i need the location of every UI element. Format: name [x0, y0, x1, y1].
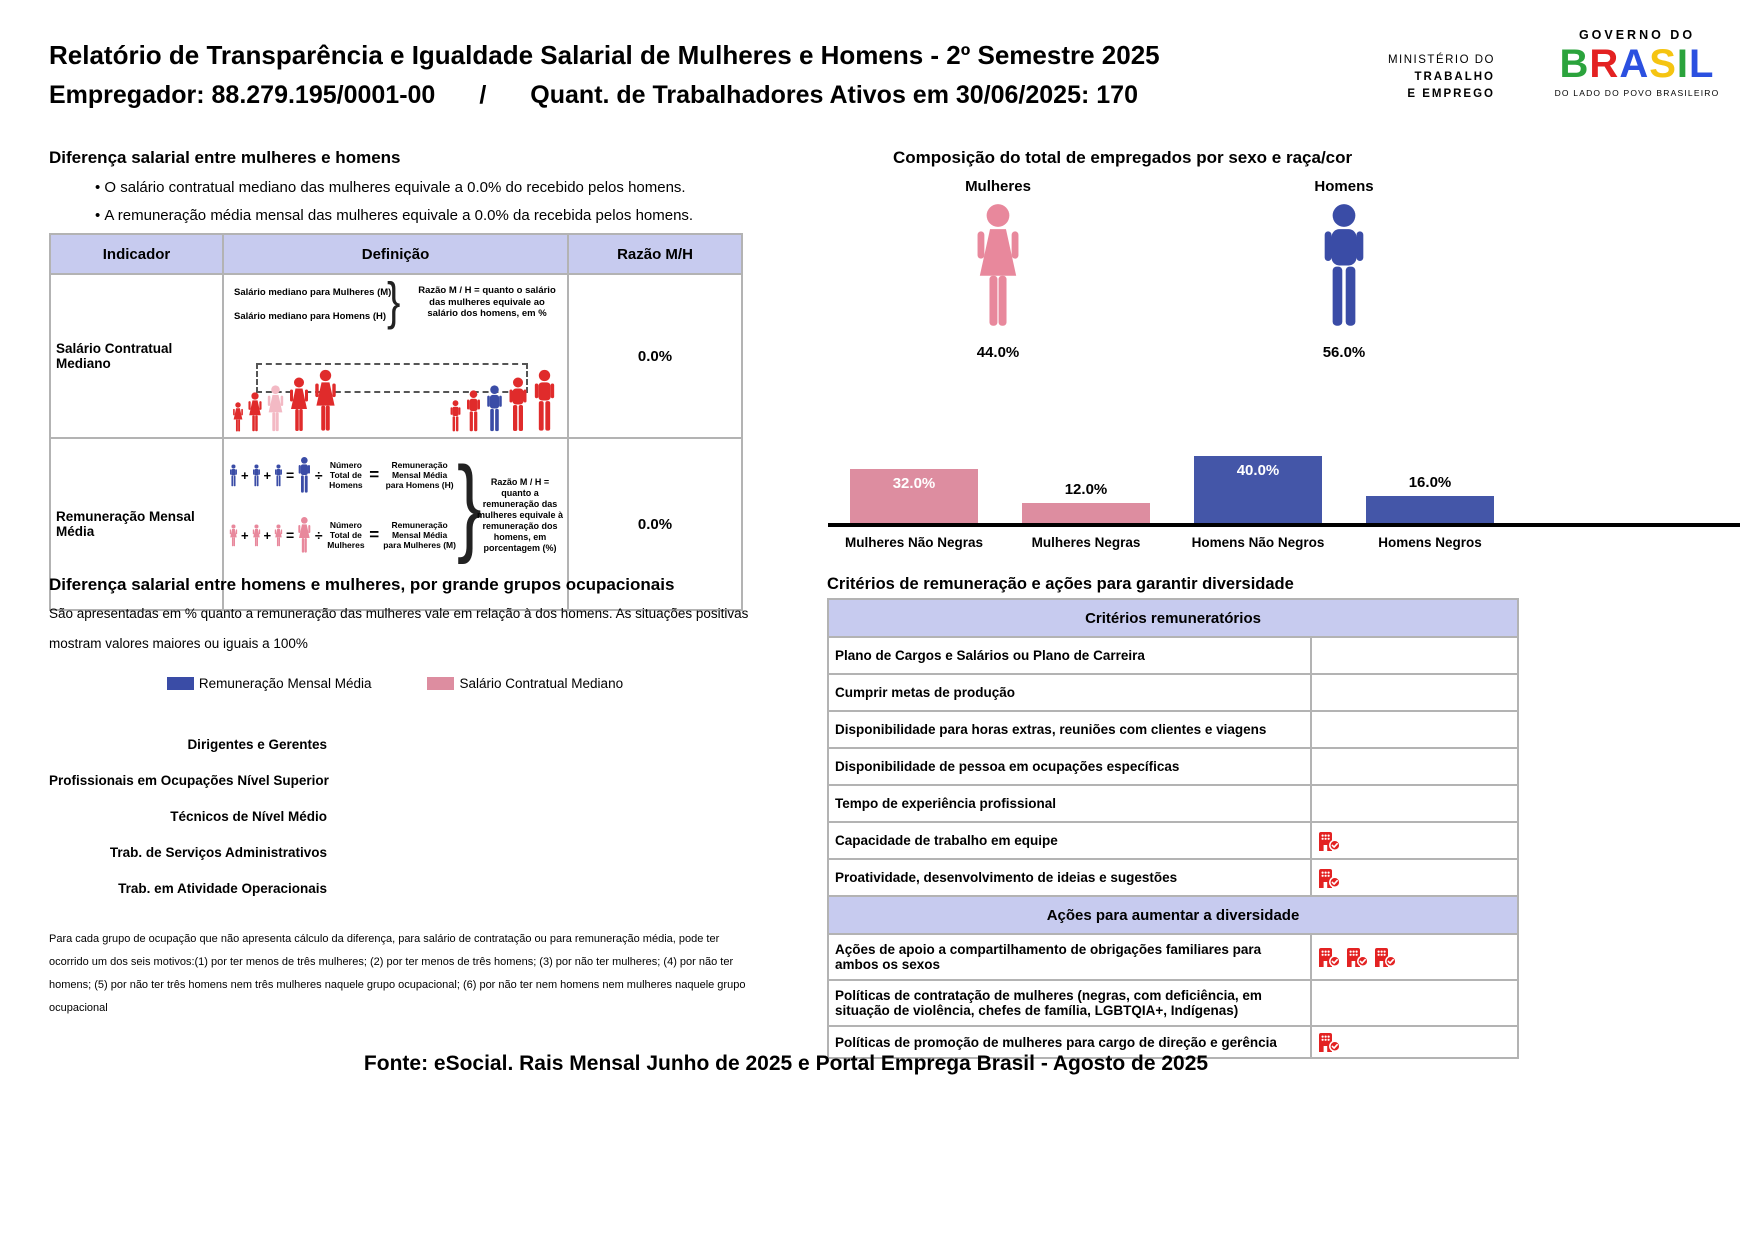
mean-ratio-value: 0.0% — [568, 438, 742, 610]
gap-col-header-razao: Razão M/H — [568, 234, 742, 274]
salary-gap-bullet-1: • O salário contratual mediano das mulheres equivale a 0.0% do recebido pelos homens. — [95, 179, 686, 196]
median-men-label: Salário mediano para Homens (H) — [234, 310, 387, 322]
men-result: Remuneração Mensal Média para Homens (H) — [385, 460, 454, 490]
table-row: Políticas de contratação de mulheres (negras, com deficiência, em situação de violência, chefes de família, LGBTQIA+, Indígenas) — [828, 980, 1518, 1026]
salary-gap-title: Diferença salarial entre mulheres e homens — [49, 148, 401, 167]
legend-swatch-blue — [167, 677, 194, 690]
criteria-table — [827, 598, 1519, 1059]
table-row: Disponibilidade de pessoa em ocupações específicas — [828, 748, 1518, 785]
table-row: Proatividade, desenvolvimento de ideias e sugestões — [828, 859, 1518, 896]
man-pictogram — [1319, 203, 1369, 328]
brace-glyph: } — [457, 444, 482, 565]
employer-id: Empregador: 88.279.195/0001-00 — [49, 81, 436, 109]
company-check-icon — [1346, 947, 1369, 967]
government-brasil-logo — [1532, 28, 1742, 98]
company-check-icon — [1318, 1032, 1341, 1052]
median-salary-diagram — [224, 275, 567, 437]
bar-mulheres-nao-negras: 32.0% Mulheres Não Negras — [850, 398, 978, 523]
table-row — [50, 274, 742, 438]
gov-logo-top-text: GOVERNO DO — [1578, 28, 1696, 42]
category-label: Trab. em Atividade Operacionais — [118, 881, 327, 896]
men-group-label: Homens — [1314, 178, 1374, 195]
table-row: Tempo de experiência profissional — [828, 785, 1518, 822]
remuneration-criteria-header: Critérios remuneratórios — [828, 599, 1518, 637]
table-row: Disponibilidade para horas extras, reuniões com clientes e viagens — [828, 711, 1518, 748]
median-ratio-value: 0.0% — [568, 274, 742, 438]
ministry-line1: MINISTÉRIO DO — [1387, 54, 1495, 66]
category-label: Profissionais em Ocupações Nível Superior — [49, 773, 329, 788]
company-check-icon — [1318, 947, 1341, 967]
occupational-desc-1: São apresentadas em % quanto a remuneração das mulheres vale em relação à dos homens. As situações positivas — [49, 606, 749, 621]
women-percentage: 44.0% — [976, 344, 1020, 361]
ministry-logo — [1330, 52, 1495, 103]
women-group-figures — [232, 369, 338, 432]
indicator-label: Salário Contratual Mediano — [50, 274, 223, 438]
company-check-icon — [1318, 868, 1341, 888]
men-percentage: 56.0% — [1322, 344, 1366, 361]
source-footer: Fonte: eSocial. Rais Mensal Junho de 2025 e Portal Emprega Brasil - Agosto de 2025 — [363, 1052, 1209, 1075]
category-label: Técnicos de Nível Médio — [170, 809, 327, 824]
men-group-figures — [449, 369, 557, 432]
salary-gap-table — [49, 233, 743, 611]
table-row: Plano de Cargos e Salários ou Plano de Carreira — [828, 637, 1518, 674]
indicator-label: Remuneração Mensal Média — [50, 438, 223, 610]
table-row: Políticas de promoção de mulheres para cargo de direção e gerência — [828, 1026, 1518, 1058]
category-label: Trab. de Serviços Administrativos — [109, 845, 327, 860]
criteria-title: Critérios de remuneração e ações para garantir diversidade — [827, 575, 1294, 593]
company-check-icon — [1318, 831, 1341, 851]
separator: / — [479, 81, 487, 109]
women-divisor: Número Total de Mulheres — [327, 520, 365, 550]
woman-pictogram — [973, 203, 1023, 328]
ministry-line2: TRABALHO — [1414, 71, 1495, 83]
bar-chart-baseline — [828, 523, 1740, 527]
table-row: Ações de apoio a compartilhamento de obrigações familiares para ambos os sexos — [828, 934, 1518, 980]
legend-swatch-pink — [427, 677, 454, 690]
race-gender-bar-chart — [828, 398, 1740, 550]
women-group-label: Mulheres — [965, 178, 1031, 195]
salary-gap-bullet-2: • A remuneração média mensal das mulheres equivale a 0.0% da recebida pelos homens. — [95, 207, 694, 224]
category-label: Dirigentes e Gerentes — [187, 737, 327, 752]
company-check-icon — [1374, 947, 1397, 967]
brasil-wordmark: BRASIL — [1559, 42, 1715, 86]
occupational-categories — [49, 727, 327, 907]
diversity-actions-header: Ações para aumentar a diversidade — [828, 896, 1518, 934]
active-workers: Quant. de Trabalhadores Ativos em 30/06/2025: 170 — [530, 81, 1138, 109]
men-mean-formula: + + = ÷ Número Total de Homens = Remuneração Mensal Média para Homens (H) — [229, 453, 457, 497]
gap-col-header-definicao: Definição — [223, 234, 568, 274]
table-row: Capacidade de trabalho em equipe — [828, 822, 1518, 859]
men-divisor: Número Total de Homens — [329, 460, 363, 490]
report-title: Relatório de Transparência e Igualdade Salarial de Mulheres e Homens - 2º Semestre 2025 — [49, 40, 1160, 70]
median-ratio-note: Razão M / H = quanto o salário das mulheres equivale ao salário dos homens, em % — [418, 285, 556, 319]
occupational-desc-2: mostram valores maiores ou iguais a 100% — [49, 636, 308, 651]
composition-title: Composição do total de empregados por sexo e raça/cor — [893, 148, 1353, 167]
ministry-line3: E EMPREGO — [1407, 88, 1495, 100]
occupational-legend — [49, 676, 741, 691]
bar-mulheres-negras: 12.0% Mulheres Negras — [1022, 398, 1150, 523]
legend-item-salario: Salário Contratual Mediano — [427, 676, 623, 691]
median-women-label: Salário mediano para Mulheres (M) — [234, 287, 392, 298]
occupational-title: Diferença salarial entre homens e mulheres, por grande grupos ocupacionais — [49, 575, 675, 594]
bar-homens-negros: 16.0% Homens Negros — [1366, 398, 1494, 523]
women-mean-formula: + + = ÷ Número Total de Mulheres = Remuneração Mensal Média para Mulheres (M) — [229, 513, 457, 557]
women-result: Remuneração Mensal Média para Mulheres (M) — [383, 520, 456, 550]
occupational-footnote: Para cada grupo de ocupação que não apresenta cálculo da diferença, para salário de contratação ou para remuneração média, pode ter ocorrido um dos seis motivos:(1) por ter menos de três mulheres; (2) por ter menos de três homens; (3) por não ter mulheres; (4) por não ter homens; (5) por não ter três homens nem três mulheres naquele grupo ocupacional; (6) por não ter nem homens nem mulheres naquele grupo ocupacional — [49, 933, 746, 1014]
bar-homens-nao-negros: 40.0% Homens Não Negros — [1194, 398, 1322, 523]
employer-line — [49, 81, 1138, 110]
table-row: Cumprir metas de produção — [828, 674, 1518, 711]
gap-col-header-indicador: Indicador — [50, 234, 223, 274]
mean-ratio-note: Razão M / H = quanto a remuneração das mulheres equivale à remuneração dos homens, em porcentagem (%) — [476, 477, 564, 553]
legend-item-remuneracao: Remuneração Mensal Média — [167, 676, 372, 691]
gov-logo-bottom-text: DO LADO DO POVO BRASILEIRO — [1554, 88, 1720, 98]
brace-glyph: } — [387, 275, 401, 331]
